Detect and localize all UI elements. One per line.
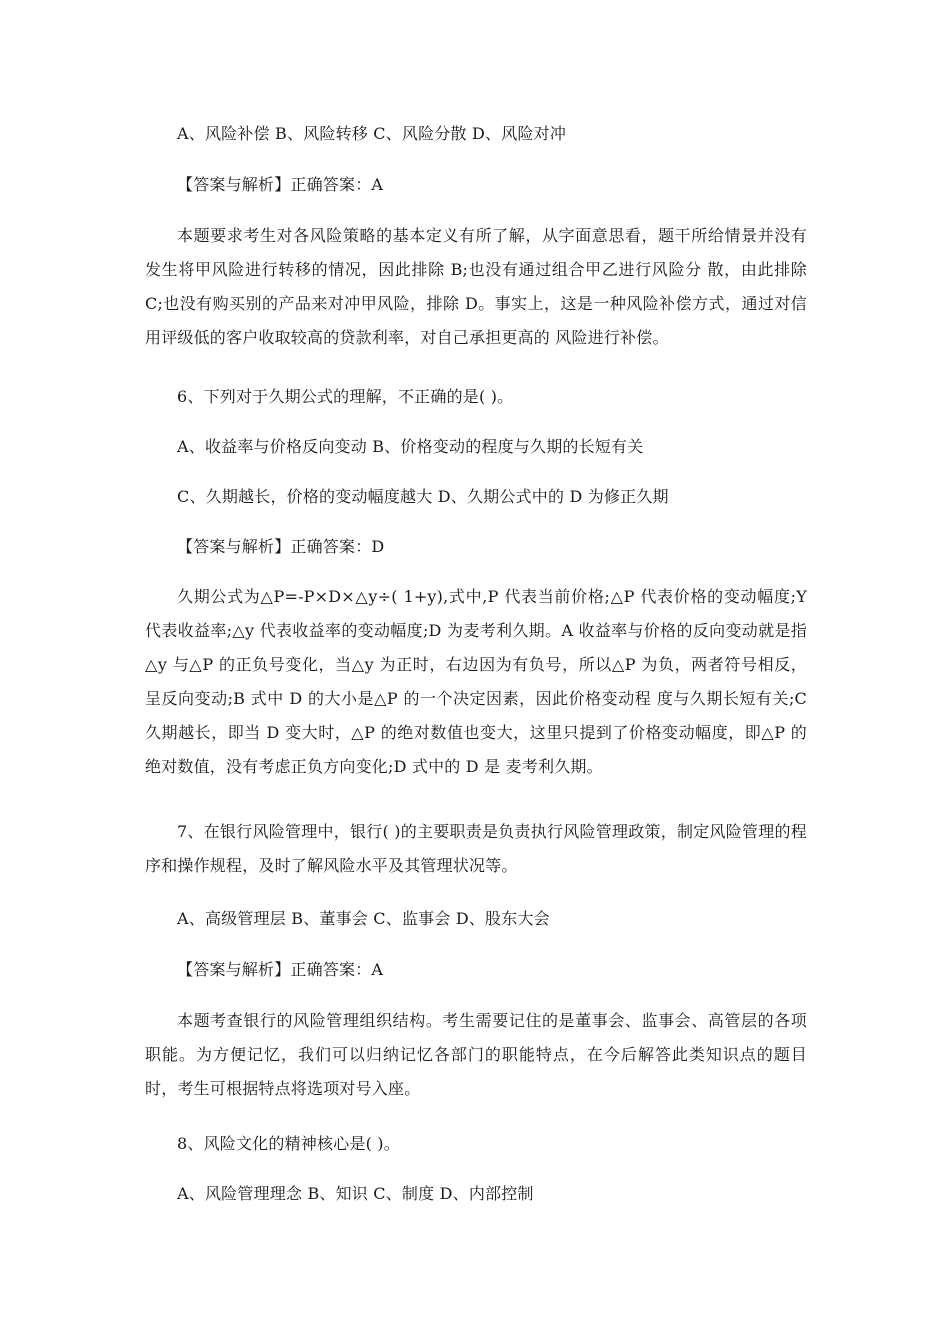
question-8-options: A、风险管理理念 B、知识 C、制度 D、内部控制 (177, 1184, 534, 1203)
question-6-stem: 6、下列对于久期公式的理解，不正确的是( )。 (177, 387, 514, 406)
question-8-stem: 8、风险文化的精神核心是( )。 (177, 1134, 400, 1153)
question-7-stem: 7、在银行风险管理中，银行( )的主要职责是负责执行风险管理政策，制定风险管理的程序和操作规程，及时了解风险水平及其管理状况等。 (145, 822, 807, 875)
question-5-answer: 【答案与解析】正确答案：A (177, 175, 384, 194)
question-5-options: A、风险补偿 B、风险转移 C、风险分散 D、风险对冲 (177, 124, 567, 143)
question-7-explanation: 本题考查银行的风险管理组织结构。考生需要记住的是董事会、监事会、高管层的各项职能。为方便记忆，我们可以归纳记忆各部门的职能特点，在今后解答此类知识点的题目时，考生可根据特点将选项对号入座。 (145, 1011, 807, 1098)
question-6-options-cd: C、久期越长，价格的变动幅度越大 D、久期公式中的 D 为修正久期 (177, 487, 669, 506)
question-6-options-ab: A、收益率与价格反向变动 B、价格变动的程度与久期的长短有关 (177, 437, 644, 456)
question-7-answer: 【答案与解析】正确答案：A (177, 960, 384, 979)
question-6-explanation: 久期公式为△P=-P×D×△y÷( 1+y),式中,P 代表当前价格;△P 代表价格的变动幅度;Y 代表收益率;△y 代表收益率的变动幅度;D 为麦考利久期。A 收益率与价格的反向变动就是指 △y 与△P 的正负号变化，当△y 为正时，右边因为有负号，所以△P 为负，两者符号相反，呈反向变动;B 式中 D 的大小是△P 的一个决定因素，因此价格变动程 度与久期长短有关;C 久期越长，即当 D 变大时，△P 的绝对数值也变大，这里只提到了价格变动幅度，即△P 的绝对数值，没有考虑正负方向变化;D 式中的 D 是 麦考利久期。 (145, 587, 807, 776)
question-5-explanation: 本题要求考生对各风险策略的基本定义有所了解，从字面意思看，题干所给情景并没有发生将甲风险进行转移的情况，因此排除 B;也没有通过组合甲乙进行风险分 散，由此排除 C;也没有购买别的产品来对冲甲风险，排除 D。事实上，这是一种风险补偿方式，通过对信用评级低的客户收取较高的贷款利率，对自己承担更高的 风险进行补偿。 (145, 226, 807, 347)
question-7-options: A、高级管理层 B、董事会 C、监事会 D、股东大会 (177, 909, 550, 928)
question-6-answer: 【答案与解析】正确答案：D (177, 537, 385, 556)
